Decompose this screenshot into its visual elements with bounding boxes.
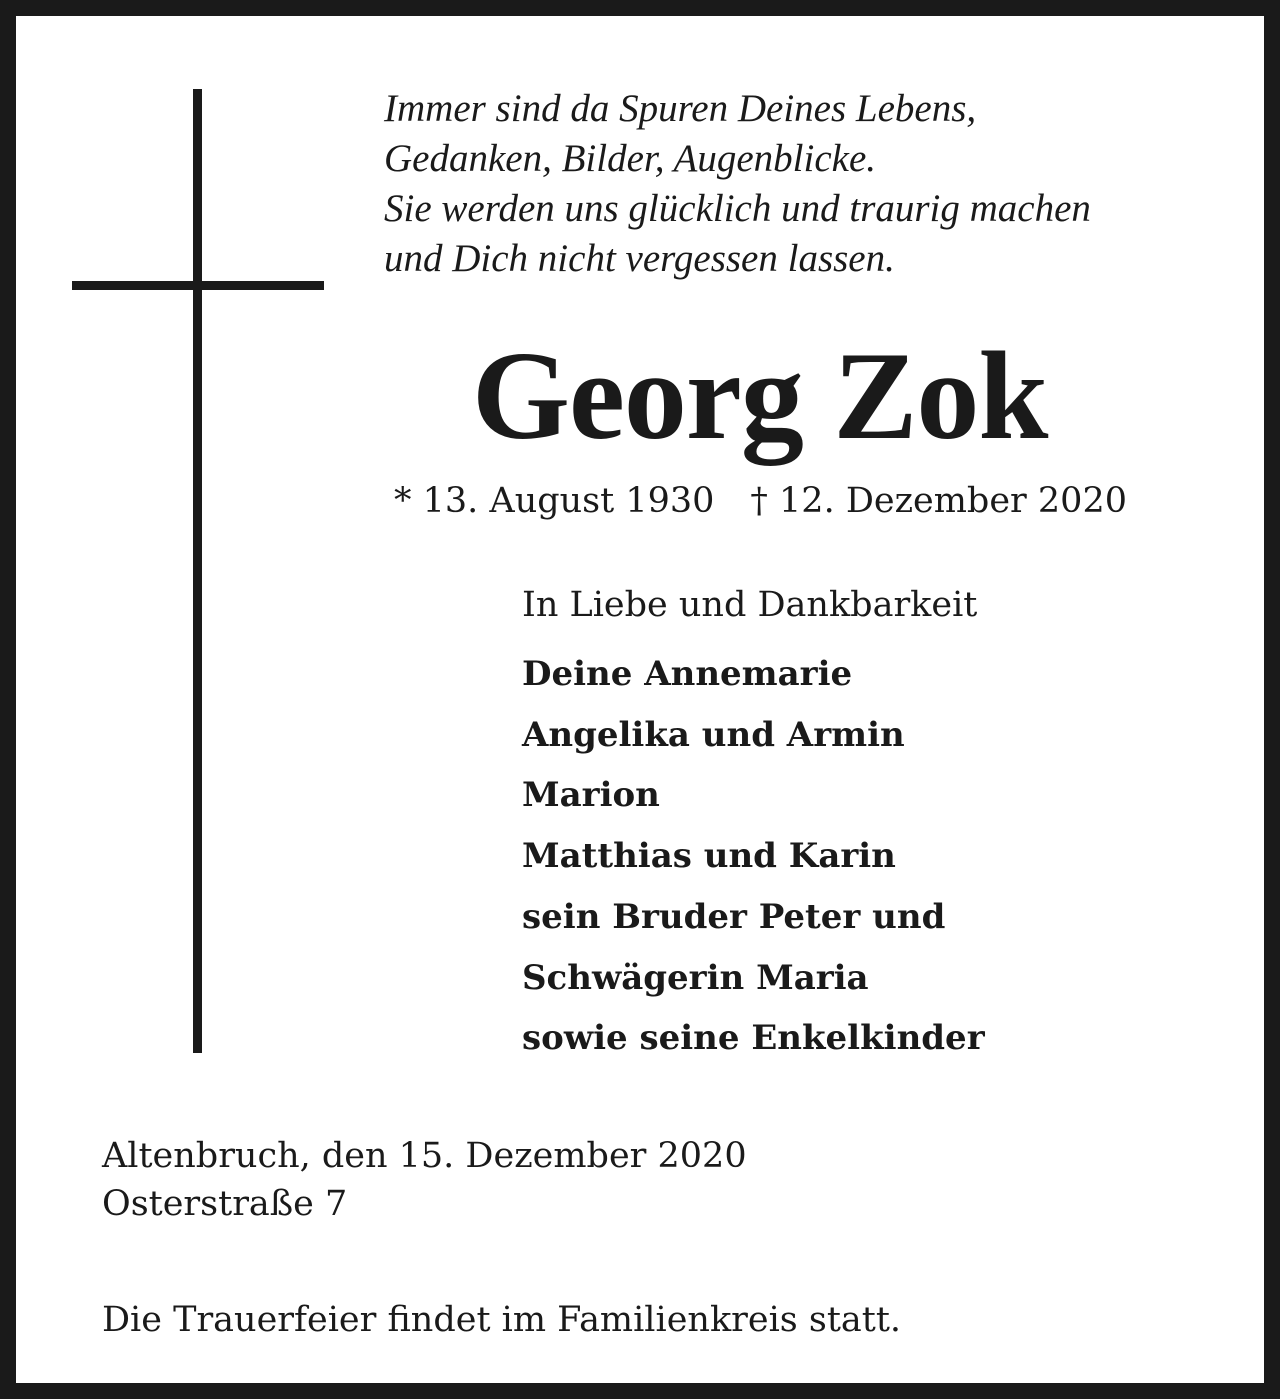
mourners-list (522, 644, 985, 1069)
mourner-entry: Marion (522, 775, 660, 816)
funeral-note: Die Trauerfeier findet im Familienkreis statt. (102, 1300, 902, 1340)
address-line: Osterstraße 7 (102, 1184, 348, 1224)
cross-icon-vertical-bar (193, 89, 202, 1053)
death-date: † 12. Dezember 2020 (750, 481, 1127, 521)
life-dates (394, 478, 1127, 524)
verse-line: Gedanken, Bilder, Augenblicke. (384, 137, 877, 180)
mourner-entry: sowie seine Enkelkinder (522, 1018, 985, 1059)
deceased-name: Georg Zok (472, 327, 1048, 466)
verse-line: Immer sind da Spuren Deines Lebens, (384, 87, 977, 130)
mourner-entry: sein Bruder Peter und (522, 896, 946, 937)
cross-icon-horizontal-bar (72, 281, 324, 290)
mourner-entry: Deine Annemarie (522, 654, 853, 694)
place-and-address (102, 1132, 747, 1228)
place-date-line: Altenbruch, den 15. Dezember 2020 (102, 1136, 747, 1176)
memorial-verse (384, 84, 1244, 284)
verse-line: und Dich nicht vergessen lassen. (384, 237, 895, 280)
mourner-entry: Schwägerin Maria (522, 957, 869, 998)
dedication-line: In Liebe und Dankbarkeit (522, 585, 978, 625)
birth-date: * 13. August 1930 (394, 481, 715, 521)
mourner-entry: Matthias und Karin (522, 836, 896, 877)
mourner-entry: Angelika und Armin (522, 714, 905, 755)
verse-line: Sie werden uns glücklich und traurig machen (384, 187, 1091, 230)
